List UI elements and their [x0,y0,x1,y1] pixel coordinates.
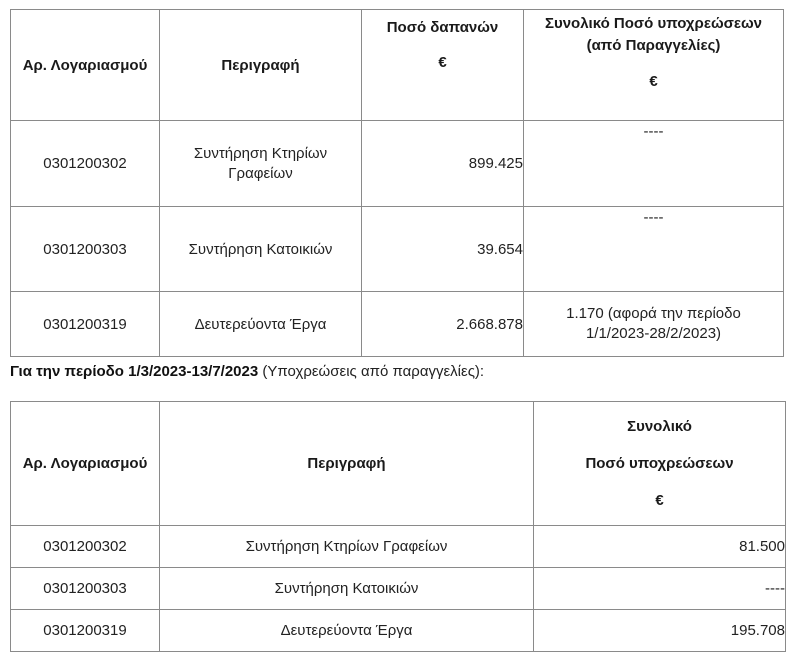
obligations-table [10,401,786,652]
header-account: Αρ. Λογαριασμού [11,10,160,121]
table-row [11,568,786,610]
cell-description-text: Συντήρηση Κτηρίων Γραφείων [193,144,328,182]
table-row [11,121,784,207]
header-obligations-unit: € [655,492,664,509]
cell-account: 0301200303 [11,568,160,610]
header-obligations-line1: Συνολικό [627,418,692,435]
cell-obligations: 81.500 [534,526,786,568]
period-intro [10,363,484,380]
header-description: Περιγραφή [160,10,362,121]
cell-description: Δευτερεύοντα Έργα [160,292,362,357]
header-description: Περιγραφή [160,402,534,526]
header-expenses-label: Ποσό δαπανών [386,19,499,36]
cell-account: 0301200319 [11,610,160,652]
table-row [11,526,786,568]
cell-expenses: 39.654 [362,207,524,292]
header-account: Αρ. Λογαριασμού [11,402,160,526]
cell-description: Συντήρηση Κατοικιών [160,207,362,292]
cell-obligations-text: 1.170 (αφορά την περίοδο 1/1/2023-28/2/2023) [566,305,741,342]
header-obligations-unit: € [649,73,658,90]
cell-description: Συντήρηση Κτηρίων Γραφείων [160,526,534,568]
table-row [11,207,784,292]
period-intro-bold: Για την περίοδο 1/3/2023-13/7/2023 [10,363,259,380]
period-intro-rest: (Υποχρεώσεις από παραγγελίες): [258,363,485,380]
cell-obligations: ---- [534,568,786,610]
cell-description: Συντήρηση Κατοικιών [160,568,534,610]
cell-obligations: ---- [524,207,784,292]
cell-account: 0301200303 [11,207,160,292]
header-expenses-unit: € [438,54,447,71]
cell-obligations: ---- [524,121,784,207]
table-header-row [11,402,786,526]
cell-account: 0301200302 [11,526,160,568]
cell-description [160,121,362,207]
cell-account: 0301200319 [11,292,160,357]
cell-expenses: 899.425 [362,121,524,207]
header-obligations [524,10,784,121]
header-obligations-line2: Ποσό υποχρεώσεων [585,455,734,472]
cell-expenses: 2.668.878 [362,292,524,357]
cell-obligations: 195.708 [534,610,786,652]
header-expenses [362,10,524,121]
cell-description: Δευτερεύοντα Έργα [160,610,534,652]
header-obligations-line2: (από Παραγγελίες) [586,37,721,54]
header-obligations-line1: Συνολικό Ποσό υποχρεώσεων [544,15,763,32]
table-row [11,610,786,652]
cell-obligations [524,292,784,357]
cell-account: 0301200302 [11,121,160,207]
table-row [11,292,784,357]
header-obligations [534,402,786,526]
table-header-row [11,10,784,121]
expenses-table [10,9,784,357]
